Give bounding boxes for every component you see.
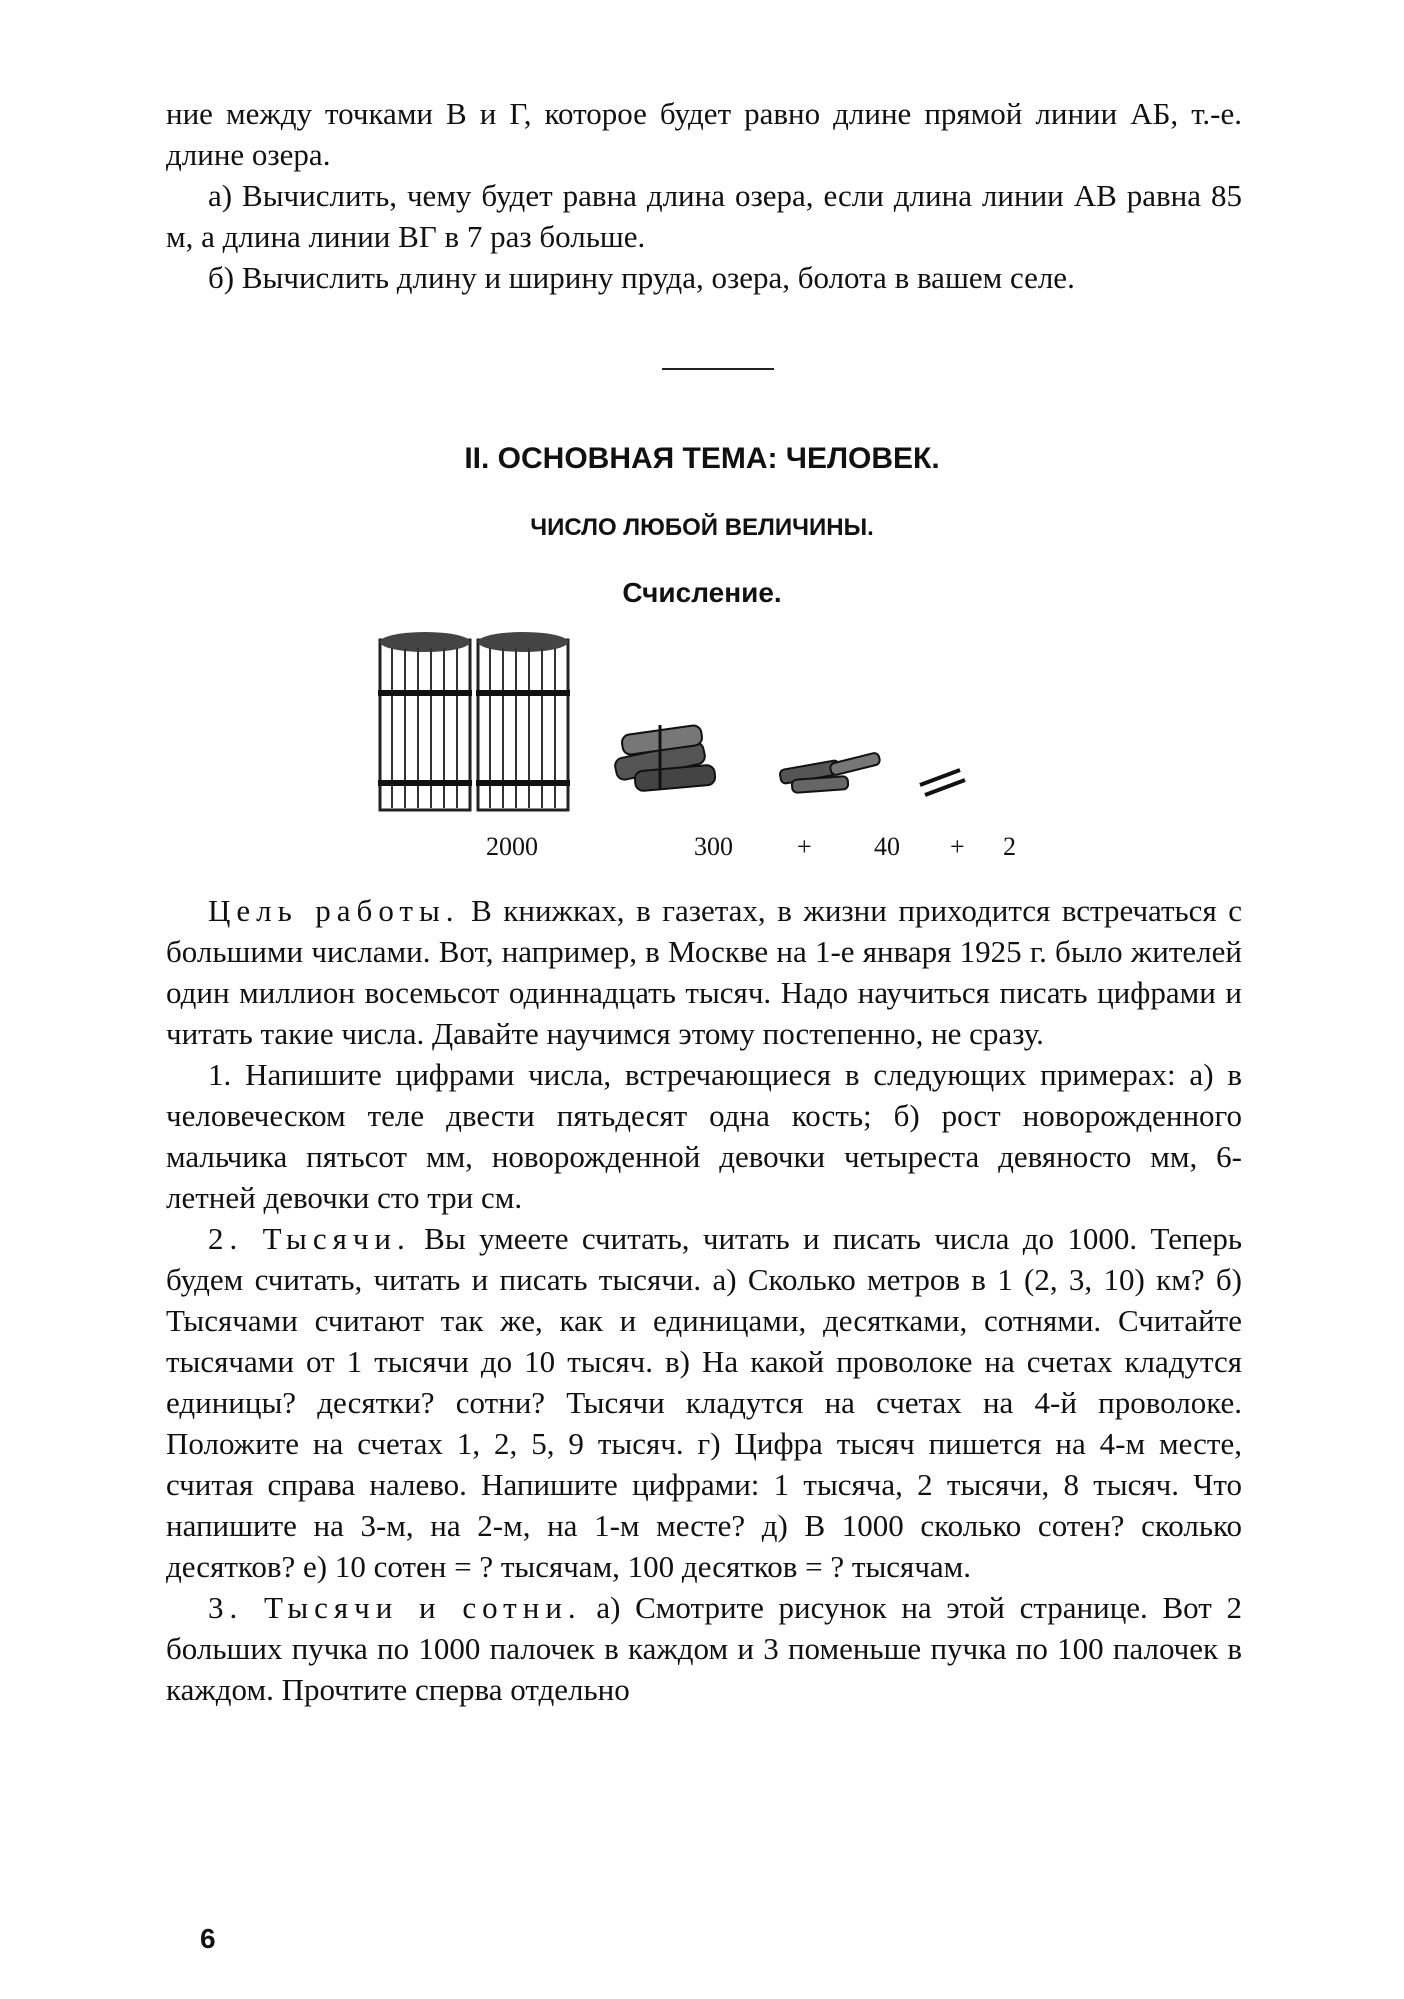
main-heading: II. ОСНОВНАЯ ТЕМА: ЧЕЛОВЕК. [464, 442, 940, 475]
top-text-block [166, 93, 1242, 298]
body-text-block [166, 890, 1242, 1710]
caption-plus-1: + [797, 832, 812, 861]
section-2-text: Вы умеете считать, читать и писать числа до 1000. Теперь будем считать, читать и писать тысячи. а) Сколько метров в 1 (2, 3, 10) км? б) Тысячами считают так же, как и единицами, десятками, сотнями. Считайте тысячами от 1 тысячи до 10 тысяч. в) На какой проволоке на счетах кладутся единицы? десятки? сотни? Тысячи кладутся на счетах на 4-й проволоке. Положите на счетах 1, 2, 5, 9 тысяч. г) Цифра тысяч пишется на 4-м месте, считая справа налево. Напишите цифрами: 1 тысяча, 2 тысячи, 8 тысяч. Что напишите на 3-м, на 2-м, на 1-м месте? д) В 1000 сколько сотен? сколько десятков? е) 10 сотен = ? тысячам, 100 десятков = ? тысячам. [166, 1221, 1242, 1584]
section-2-paragraph [166, 1218, 1242, 1587]
caption-40: 40 [874, 832, 900, 861]
caption-plus-2: + [950, 832, 965, 861]
intro-text: В книжках, в газетах, в жизни приходится встречаться с большими числами. Вот, например, в Москве на 1-е января 1925 г. было жителей один миллион восемьсот одиннадцать тысяч. Надо научиться писать цифрами и читать такие числа. Давайте научимся этому постепенно, не сразу. [166, 893, 1242, 1051]
top-paragraph-3: б) Вычислить длину и ширину пруда, озера, болота в вашем селе. [208, 260, 1075, 295]
stick-bundles-illustration [360, 630, 1060, 830]
top-paragraph-1: ние между точками В и Г, которое будет равно длине прямой линии АБ, т.-е. длине озера. [166, 96, 1242, 172]
intro-label: Цель работы. [208, 893, 460, 928]
section-heading: Счисление. [622, 577, 782, 608]
caption-2: 2 [1003, 832, 1016, 861]
medium-bundles-icon [614, 725, 716, 792]
page-number: 6 [200, 1923, 216, 1954]
caption-2000: 2000 [486, 832, 538, 861]
large-bundle-icon [378, 632, 472, 810]
large-bundle-icon [476, 632, 570, 810]
section-divider [662, 368, 774, 370]
sub-heading: ЧИСЛО ЛЮБОЙ ВЕЛИЧИНЫ. [530, 514, 874, 541]
caption-300: 300 [694, 832, 733, 861]
section-2-label: 2. Тысячи. [208, 1221, 411, 1256]
section-3-label: 3. Тысячи и сотни. [208, 1590, 582, 1625]
small-bundles-icon [779, 752, 880, 793]
top-paragraph-2: а) Вычислить, чему будет равна длина озера, если длина линии АВ равна 85 м, а длина линии ВГ в 7 раз больше. [166, 178, 1242, 254]
two-sticks-icon [920, 770, 965, 795]
intro-paragraph [166, 890, 1242, 1054]
section-1-paragraph: 1. Напишите цифрами числа, встречающиеся в следующих примерах: а) в человеческом теле двести пятьдесят одна кость; б) рост новорожденного мальчика пятьсот мм, новорожденной девочки четыреста девяносто мм, 6-летней девочки сто три см. [166, 1057, 1242, 1215]
section-3-text: а) Смотрите рисунок на этой странице. Вот 2 больших пучка по 1000 палочек в каждом и 3 поменьше пучка по 100 палочек в каждом. Прочтите сперва отдельно [166, 1590, 1242, 1707]
section-3-paragraph [166, 1587, 1242, 1710]
